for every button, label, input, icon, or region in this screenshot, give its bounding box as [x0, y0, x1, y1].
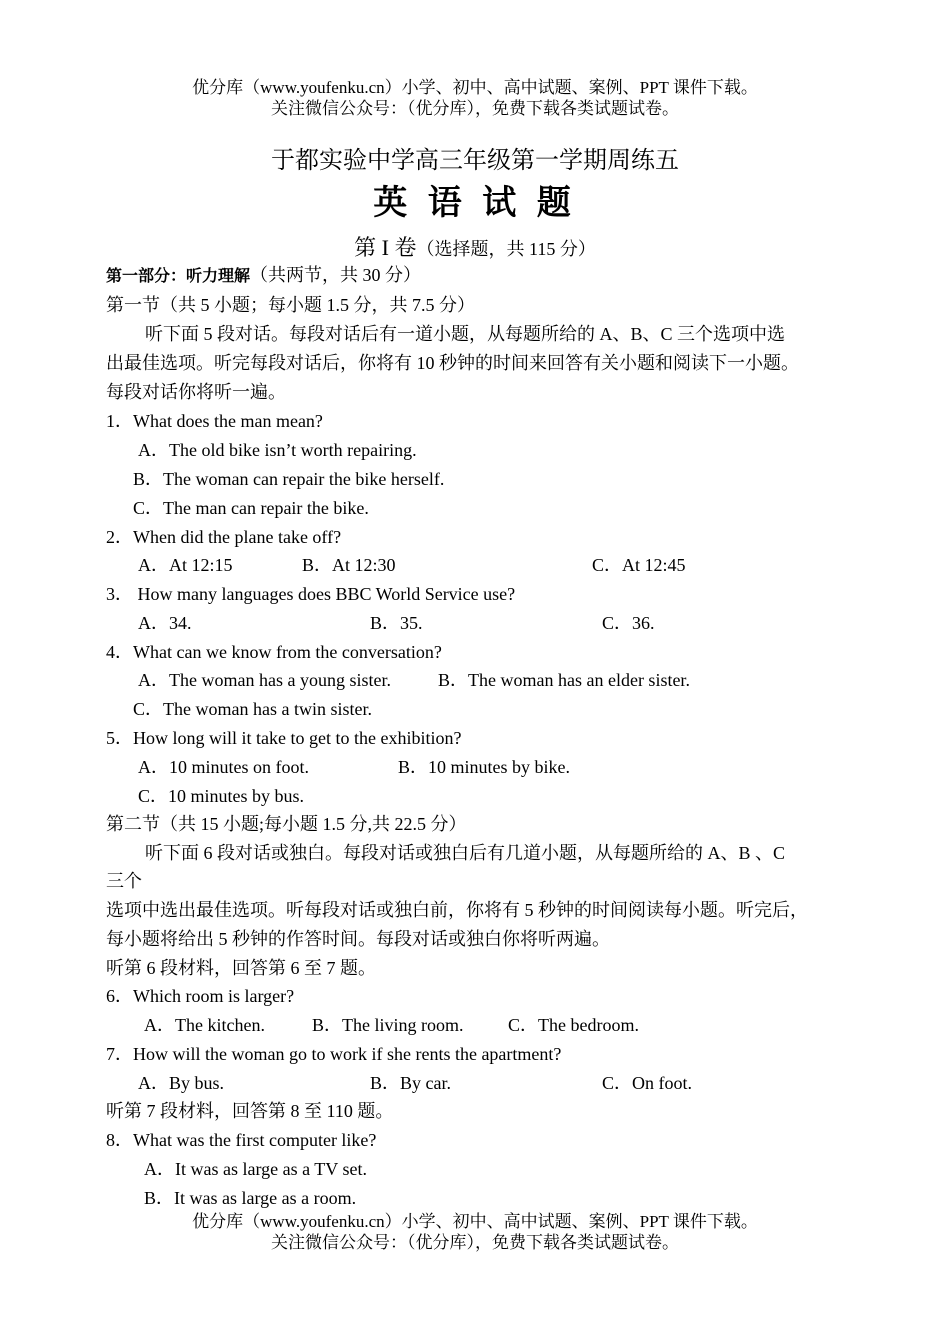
q4-option-a: A．The woman has a young sister.: [138, 670, 391, 690]
q7-option-a: A．By bus.: [138, 1073, 225, 1093]
q1-option-a: A．The old bike isn’t worth repairing.: [138, 440, 417, 460]
q5-option-b: B．10 minutes by bike.: [398, 757, 570, 777]
q2-option-a: A．At 12:15: [138, 555, 233, 575]
q4-stem: 4．What can we know from the conversation?: [106, 642, 442, 662]
q3-option-c: C．36.: [602, 613, 655, 633]
q4-option-b: B．The woman has an elder sister.: [438, 670, 690, 690]
part1-heading-note: （共两节，共 30 分）: [250, 265, 422, 285]
section2-instruction-3: 选项中选出最佳选项。听每段对话或独白前，你将有 5 秒钟的时间阅读每小题。听完后，: [106, 900, 808, 920]
q3-option-b: B．35.: [370, 613, 423, 633]
section1-heading: 第一节（共 5 小题；每小题 1.5 分，共 7.5 分）: [106, 295, 475, 315]
q3-stem: 3． How many languages does BBC World Service use?: [106, 584, 516, 604]
q1-stem: 1．What does the man mean?: [106, 411, 323, 431]
material-6-heading: 听第 6 段材料，回答第 6 至 7 题。: [106, 958, 376, 978]
q7-option-c: C．On foot.: [602, 1073, 692, 1093]
part1-heading-label: 第一部分：听力理解: [106, 266, 251, 285]
q1-option-b: B．The woman can repair the bike herself.: [133, 469, 445, 489]
q8-option-a: A．It was as large as a TV set.: [144, 1159, 367, 1179]
section1-instruction-2: 出最佳选项。听完每段对话后，你将有 10 秒钟的时间来回答有关小题和阅读下一小题。: [106, 353, 799, 373]
q6-option-b: B．The living room.: [312, 1015, 464, 1035]
q7-stem: 7．How will the woman go to work if she rents the apartment?: [106, 1044, 562, 1064]
section2-instruction-2: 三个: [106, 871, 142, 891]
q2-option-c: C．At 12:45: [592, 555, 686, 575]
footer-line-1: 优分库（www.youfenku.cn）小学、初中、高中试题、案例、PPT 课件下载。: [192, 1212, 758, 1231]
part1-heading: [106, 264, 421, 287]
section2-instruction-4: 每小题将给出 5 秒钟的作答时间。每段对话或独白你将听两遍。: [106, 929, 610, 949]
q5-stem: 5．How long will it take to get to the exhibition?: [106, 728, 462, 748]
section1-instruction-1: 听下面 5 段对话。每段对话后有一道小题，从每题所给的 A、B、C 三个选项中选: [145, 324, 786, 344]
volume-note: （选择题，共 115 分）: [416, 239, 596, 259]
q3-option-a: A．34.: [138, 613, 192, 633]
q6-option-c: C．The bedroom.: [508, 1015, 639, 1035]
q6-stem: 6．Which room is larger?: [106, 986, 295, 1006]
header-line-2: 关注微信公众号：（优分库），免费下载各类试题试卷。: [271, 99, 679, 118]
volume-heading: [0, 234, 950, 263]
material-7-heading: 听第 7 段材料，回答第 8 至 110 题。: [106, 1101, 394, 1121]
q8-option-b: B．It was as large as a room.: [144, 1188, 357, 1208]
q5-option-c: C．10 minutes by bus.: [138, 786, 305, 806]
q4-option-c: C．The woman has a twin sister.: [133, 699, 372, 719]
subject-title: 英 语 试 题: [373, 185, 577, 222]
q8-stem: 8．What was the first computer like?: [106, 1130, 377, 1150]
section2-heading: 第二节（共 15 小题;每小题 1.5 分,共 22.5 分）: [106, 814, 467, 834]
section1-instruction-3: 每段对话你将听一遍。: [106, 382, 286, 402]
q2-option-b: B．At 12:30: [302, 555, 396, 575]
footer-line-2: 关注微信公众号：（优分库），免费下载各类试题试卷。: [271, 1233, 679, 1252]
q5-option-a: A．10 minutes on foot.: [138, 757, 309, 777]
q1-option-c: C．The man can repair the bike.: [133, 498, 369, 518]
q6-option-a: A．The kitchen.: [144, 1015, 265, 1035]
q2-stem: 2．When did the plane take off?: [106, 527, 342, 547]
school-title: 于都实验中学高三年级第一学期周练五: [271, 148, 679, 174]
section2-instruction-1: 听下面 6 段对话或独白。每段对话或独白后有几道小题，从每题所给的 A、B 、C: [145, 843, 786, 863]
header-line-1: 优分库（www.youfenku.cn）小学、初中、高中试题、案例、PPT 课件下载。: [192, 78, 758, 97]
volume-label: 第 I 卷: [354, 235, 417, 260]
q7-option-b: B．By car.: [370, 1073, 451, 1093]
